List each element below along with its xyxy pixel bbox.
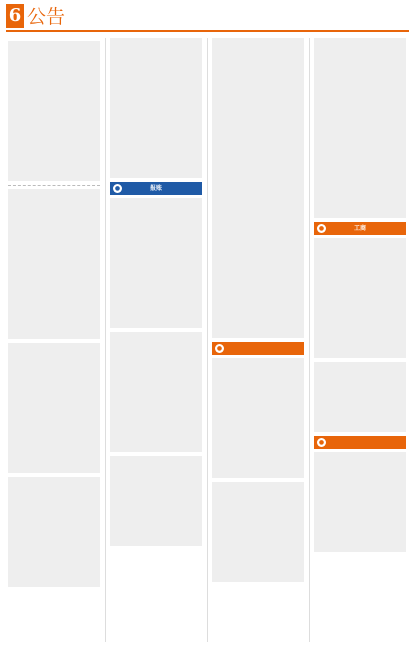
notice-body xyxy=(212,38,304,338)
category-icon: ● xyxy=(216,345,223,352)
section-title: 公告 xyxy=(27,6,66,28)
notice-body xyxy=(212,482,304,582)
category-band xyxy=(110,182,202,195)
notice-body xyxy=(110,456,202,546)
column-4 xyxy=(314,38,406,556)
notice-body xyxy=(8,189,100,339)
column-divider xyxy=(105,38,106,642)
notice-body xyxy=(314,238,406,358)
column-divider xyxy=(309,38,310,642)
column-divider xyxy=(207,38,208,642)
divider xyxy=(8,185,100,186)
page-number-badge: 6 xyxy=(6,4,24,28)
notice-body xyxy=(8,343,100,473)
category-band xyxy=(314,436,406,449)
notice-body xyxy=(8,41,100,181)
notice-body xyxy=(314,38,406,218)
band-label: 报账 xyxy=(149,185,162,192)
notice-body xyxy=(212,358,304,478)
notice-body xyxy=(110,198,202,328)
column-3 xyxy=(212,38,304,586)
category-band xyxy=(212,342,304,355)
category-icon: ● xyxy=(114,185,121,192)
notice-body xyxy=(110,332,202,452)
column-1 xyxy=(8,38,100,591)
notice-body xyxy=(8,477,100,587)
category-band xyxy=(314,222,406,235)
header-rule xyxy=(6,30,409,32)
category-icon: ● xyxy=(318,225,325,232)
notice-body xyxy=(314,362,406,432)
notice-body xyxy=(110,38,202,178)
column-2 xyxy=(110,38,202,550)
band-label: 工商 xyxy=(353,225,366,232)
category-icon: ● xyxy=(318,439,325,446)
notice-body xyxy=(314,452,406,552)
